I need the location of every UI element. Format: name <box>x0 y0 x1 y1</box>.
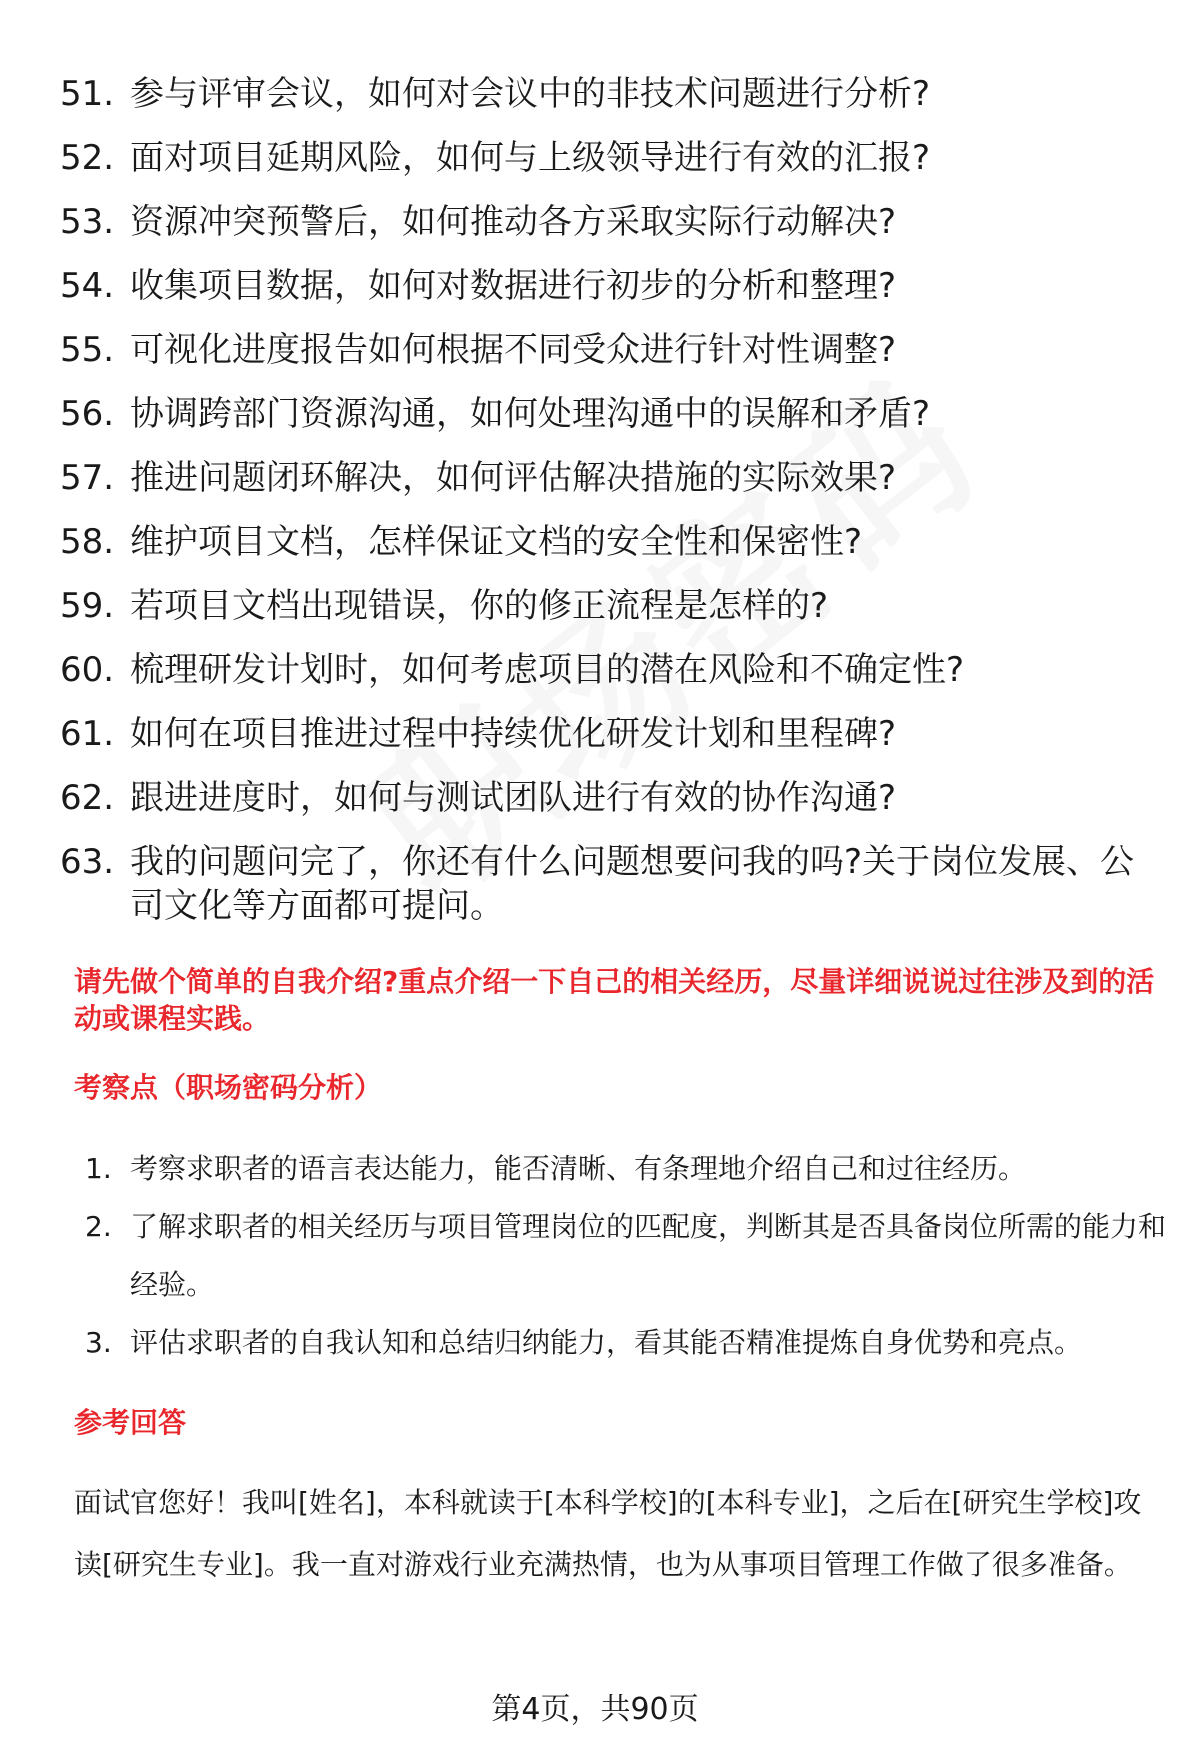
question-text: 资源冲突预警后，如何推动各方采取实际行动解决? <box>130 202 897 242</box>
question-number: 63. <box>60 842 115 882</box>
question-text: 如何在项目推进过程中持续优化研发计划和里程碑? <box>130 714 897 754</box>
question-item <box>60 264 1140 308</box>
interview-question-title: 请先做个简单的自我介绍?重点介绍一下自己的相关经历，尽量详细说说过往涉及到的活动或课程实践。 <box>74 965 1155 1035</box>
question-item <box>60 712 1140 756</box>
exam-point-text: 考察求职者的语言表达能力，能否清晰、有条理地介绍自己和过往经历。 <box>130 1152 1027 1185</box>
question-item <box>60 392 1140 436</box>
exam-points-list <box>85 1140 1170 1372</box>
question-item <box>60 520 1140 564</box>
question-text: 协调跨部门资源沟通，如何处理沟通中的误解和矛盾? <box>130 394 931 434</box>
question-number: 54. <box>60 266 115 306</box>
exam-point-item <box>85 1198 1170 1314</box>
question-number: 57. <box>60 458 115 498</box>
exam-point-text: 了解求职者的相关经历与项目管理岗位的匹配度，判断其是否具备岗位所需的能力和经验。 <box>130 1210 1167 1301</box>
reference-answer-text: 面试官您好！我叫[姓名]，本科就读于[本科学校]的[本科专业]，之后在[研究生学校]攻读[研究生专业]。我一直对游戏行业充满热情，也为从事项目管理工作做了很多准备。 <box>74 1486 1142 1581</box>
exam-point-item <box>85 1314 1170 1372</box>
question-text: 可视化进度报告如何根据不同受众进行针对性调整? <box>130 330 897 370</box>
question-text: 维护项目文档，怎样保证文档的安全性和保密性? <box>130 522 863 562</box>
question-text: 跟进进度时，如何与测试团队进行有效的协作沟通? <box>130 778 897 818</box>
question-number: 59. <box>60 586 115 626</box>
question-number: 62. <box>60 778 115 818</box>
exam-point-number: 3. <box>85 1326 112 1359</box>
question-item <box>60 840 1140 928</box>
page-number: 第4页，共90页 <box>491 1692 699 1727</box>
question-list <box>60 72 1140 948</box>
question-text: 我的问题问完了，你还有什么问题想要问我的吗?关于岗位发展、公司文化等方面都可提问。 <box>130 842 1135 926</box>
question-text: 收集项目数据，如何对数据进行初步的分析和整理? <box>130 266 897 306</box>
question-item <box>60 72 1140 116</box>
question-item <box>60 136 1140 180</box>
question-item <box>60 328 1140 372</box>
question-text: 参与评审会议，如何对会议中的非技术问题进行分析? <box>130 74 931 114</box>
question-text: 若项目文档出现错误，你的修正流程是怎样的? <box>130 586 829 626</box>
question-text: 面对项目延期风险，如何与上级领导进行有效的汇报? <box>130 138 931 178</box>
question-text: 梳理研发计划时，如何考虑项目的潜在风险和不确定性? <box>130 650 965 690</box>
exam-point-number: 1. <box>85 1152 112 1185</box>
question-number: 58. <box>60 522 115 562</box>
question-number: 61. <box>60 714 115 754</box>
question-item <box>60 648 1140 692</box>
question-number: 55. <box>60 330 115 370</box>
question-number: 52. <box>60 138 115 178</box>
question-text: 推进问题闭环解决，如何评估解决措施的实际效果? <box>130 458 897 498</box>
question-item <box>60 456 1140 500</box>
question-item <box>60 584 1140 628</box>
exam-points-title: 考察点（职场密码分析） <box>74 1071 383 1104</box>
exam-point-number: 2. <box>85 1210 112 1243</box>
question-item <box>60 200 1140 244</box>
question-number: 51. <box>60 74 115 114</box>
question-number: 56. <box>60 394 115 434</box>
exam-point-text: 评估求职者的自我认知和总结归纳能力，看其能否精准提炼自身优势和亮点。 <box>130 1326 1083 1359</box>
reference-answer-title: 参考回答 <box>74 1406 187 1439</box>
exam-point-item <box>85 1140 1170 1198</box>
question-number: 60. <box>60 650 115 690</box>
question-item <box>60 776 1140 820</box>
question-number: 53. <box>60 202 115 242</box>
